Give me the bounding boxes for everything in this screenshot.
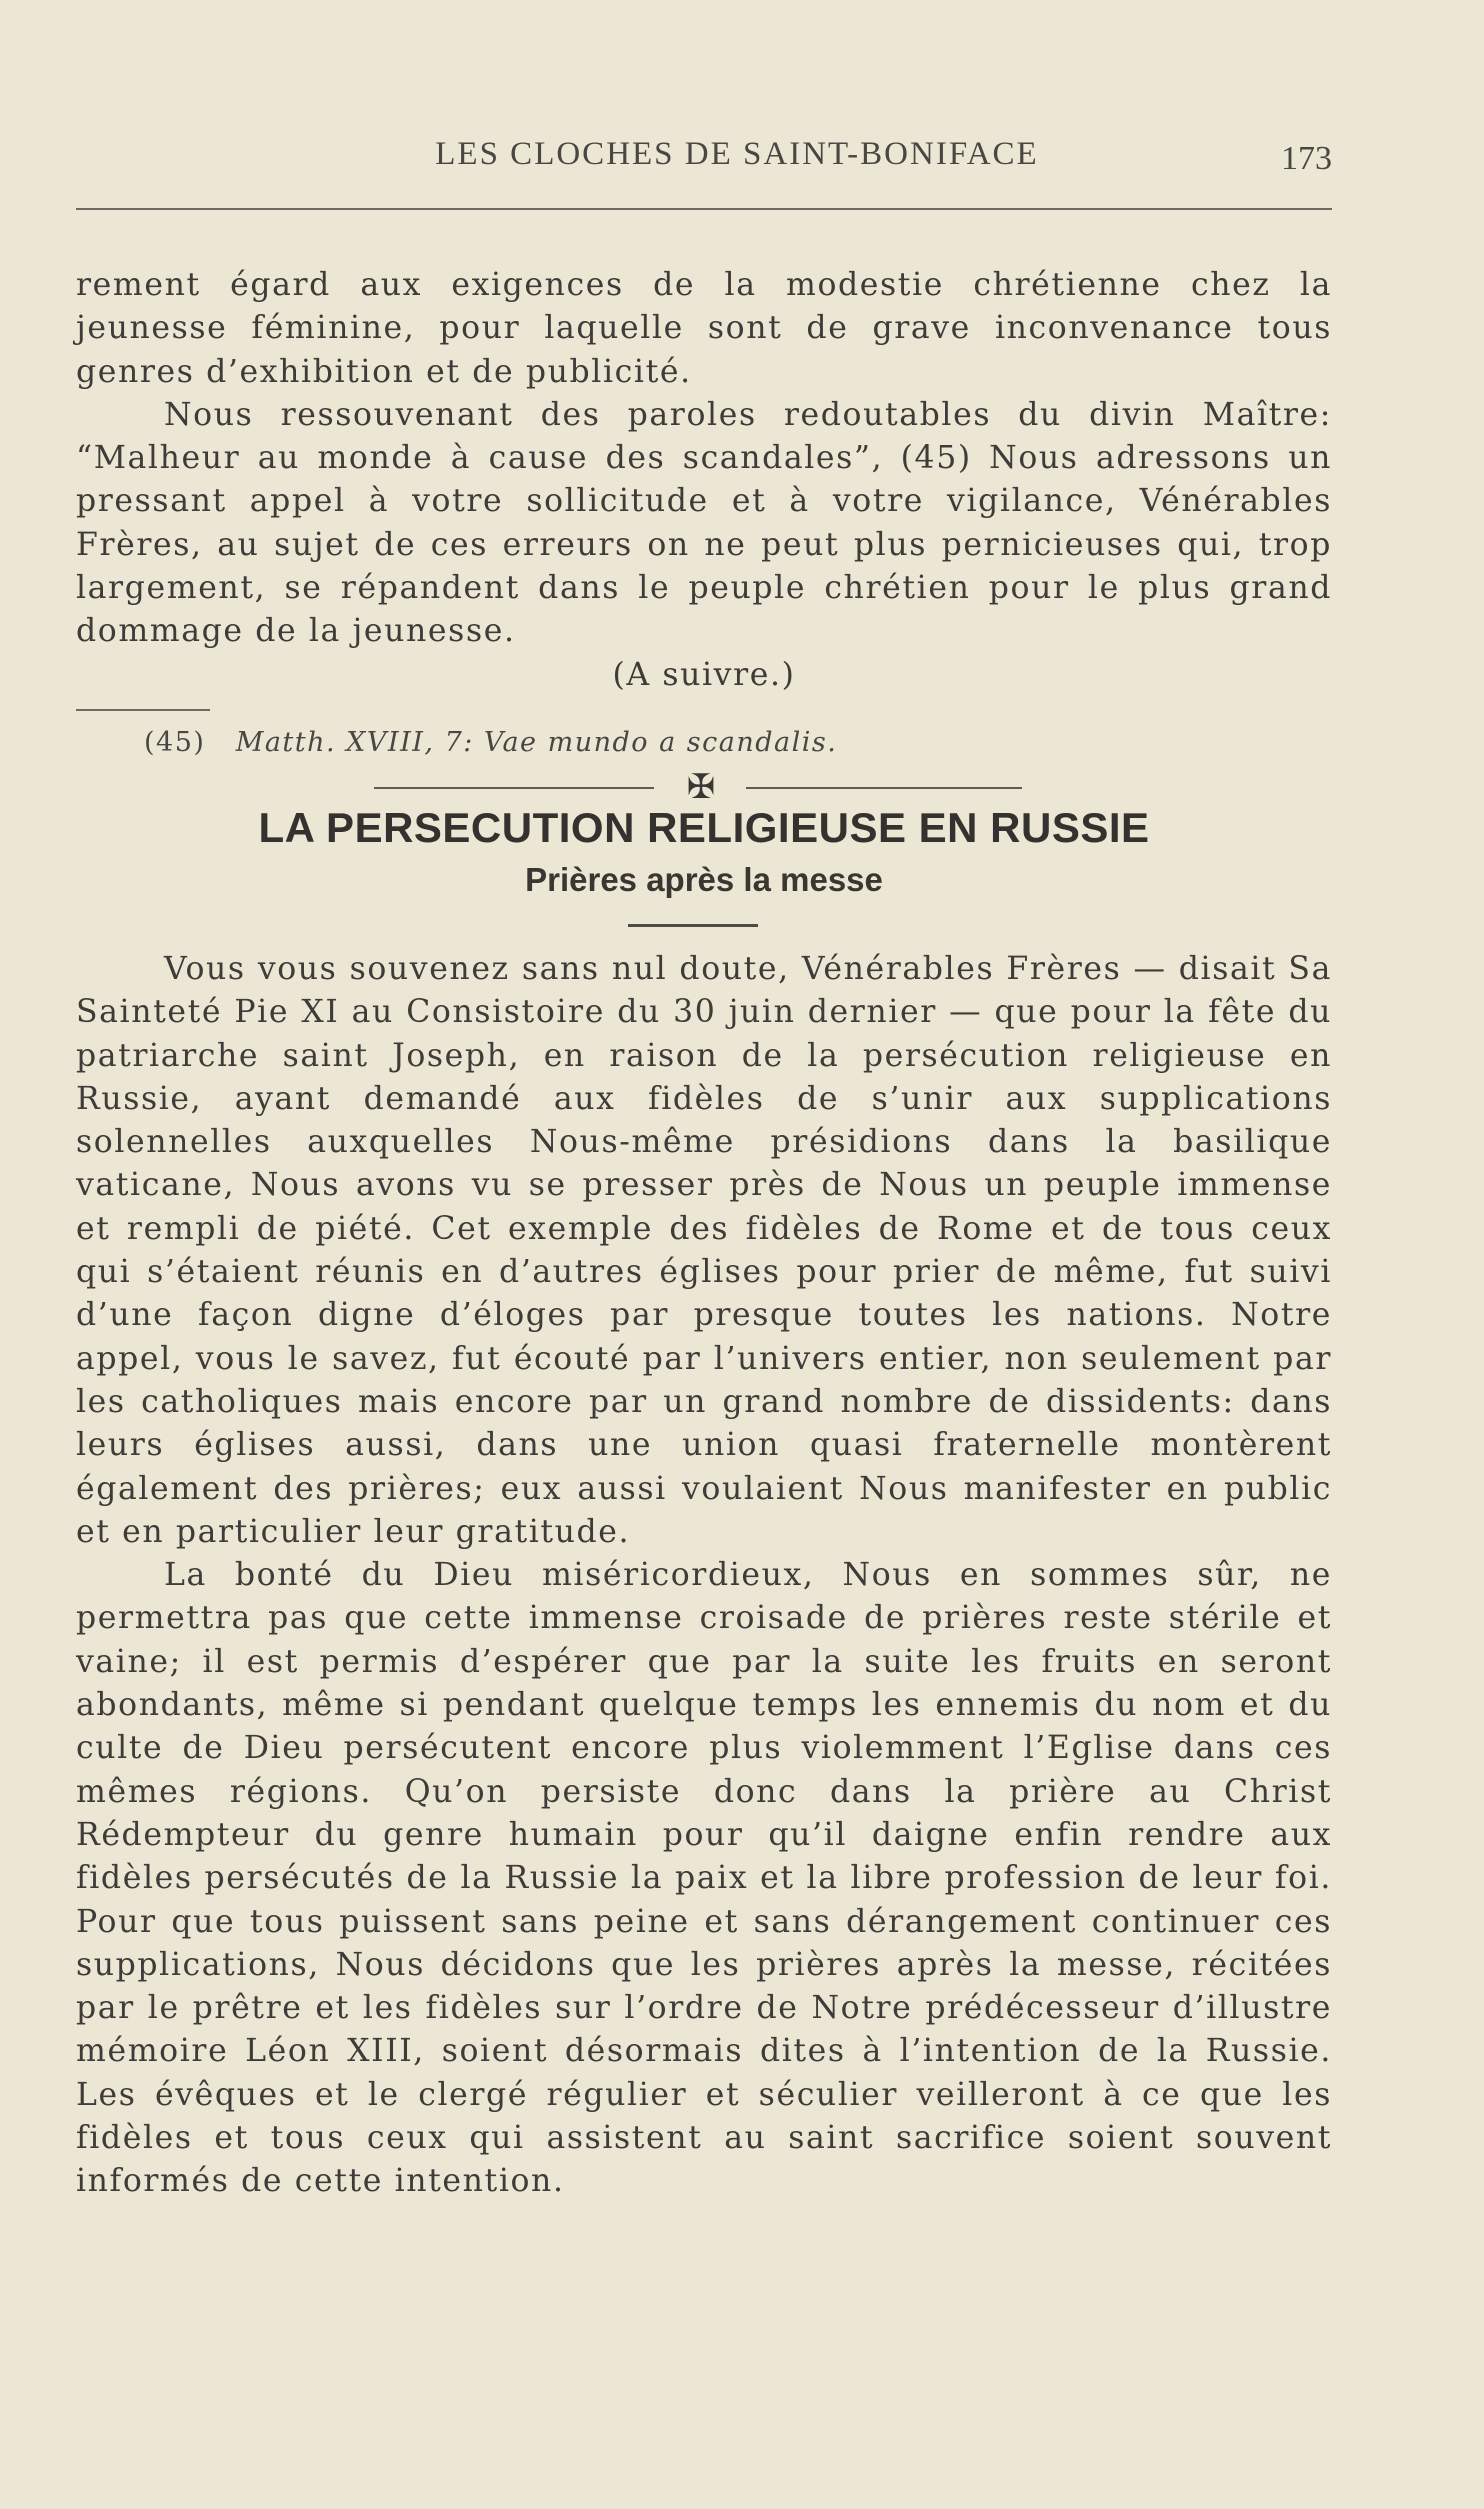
page-number: 173 [1281, 140, 1332, 177]
article-body [76, 948, 1332, 2204]
section-title: LA PERSECUTION RELIGIEUSE EN RUSSIE [258, 804, 1150, 851]
footnote-reference: Matth. XVIII, 7: Vae mundo a scandalis. [235, 727, 838, 758]
article-paragraph-2: La bonté du Dieu miséricordieux, Nous en sommes sûr, ne permettra pas que cette immense croisade de prières reste stérile et vaine; il est permis d’espérer que par la suite les fruits en seront abondants, même si pendant quelque temps les ennemis du nom et du culte de Dieu persécutent encore plus violemment l’Eglise dans ces mêmes régions. Qu’on persiste donc dans la prière au Christ Rédempteur du genre humain pour qu’il daigne enfin rendre aux fidèles persécutés de la Russie la paix et la libre profession de leur foi. Pour que tous puissent sans peine et sans dérangement continuer ces supplications, Nous décidons que les prières après la messe, récitées par le prêtre et les fidèles sur l’ordre de Notre prédécesseur d’illustre mémoire Léon XIII, soient désormais dites à l’intention de la Russie. Les évêques et le clergé régulier et séculier veilleront à ce que les fidèles et tous ceux qui assistent au saint sacrifice soient souvent informés de cette intention. [76, 1557, 1332, 2200]
footnote [144, 722, 1244, 764]
continued-paragraph-2: Nous ressouvenant des paroles redoutables du divin Maître: “Malheur au monde à cause des scandales”, (45) Nous adressons un pressant appel à votre sollicitude et à votre vigilance, Vénérables Frères, au sujet de ces erreurs on ne peut plus pernicieuses qui, trop largement, se répandent dans le peuple chrétien pour le plus grand dommage de la jeunesse. [76, 396, 1332, 650]
article-paragraph-1: Vous vous souvenez sans nul doute, Vénérables Frères — disait Sa Sainteté Pie XI au Consistoire du 30 juin dernier — que pour la fête du patriarche saint Joseph, en raison de la persécution religieuse en Russie, ayant demandé aux fidèles de s’unir aux supplications solennelles auxquelles Nous-même présidions dans la basilique vaticane, Nous avons vu se presser près de Nous un peuple immense et rempli de piété. Cet exemple des fidèles de Rome et de tous ceux qui s’étaient réunis en d’autres églises pour prier de même, fut suivi d’une façon digne d’éloges par presque toutes les nations. Notre appel, vous le savez, fut écouté par l’univers entier, non seulement par les catholiques mais encore par un grand nombre de dissidents: dans leurs églises aussi, dans une union quasi fraternelle montèrent également des prières; eux aussi voulaient Nous manifester en public et en particulier leur gratitude. [76, 951, 1332, 1550]
separator-line-right [746, 787, 1022, 789]
title-rule [628, 924, 758, 927]
header-rule [76, 208, 1332, 210]
footnote-rule [76, 709, 210, 711]
running-title: LES CLOCHES DE SAINT-BONIFACE [435, 136, 1039, 172]
running-head [76, 136, 1332, 180]
section-separator [360, 767, 1060, 807]
footnote-number: (45) [144, 727, 206, 758]
section-subtitle: Prières après la messe [525, 861, 883, 898]
cross-ornament-icon: ✠ [686, 767, 716, 807]
continued-text [76, 264, 1332, 697]
to-be-continued: (A suivre.) [612, 656, 796, 693]
separator-line-left [374, 787, 654, 789]
continued-paragraph-1: rement égard aux exigences de la modestie chrétienne chez la jeunesse féminine, pour laquelle sont de grave inconvenance tous genres d’exhibition et de publicité. [76, 267, 1332, 390]
